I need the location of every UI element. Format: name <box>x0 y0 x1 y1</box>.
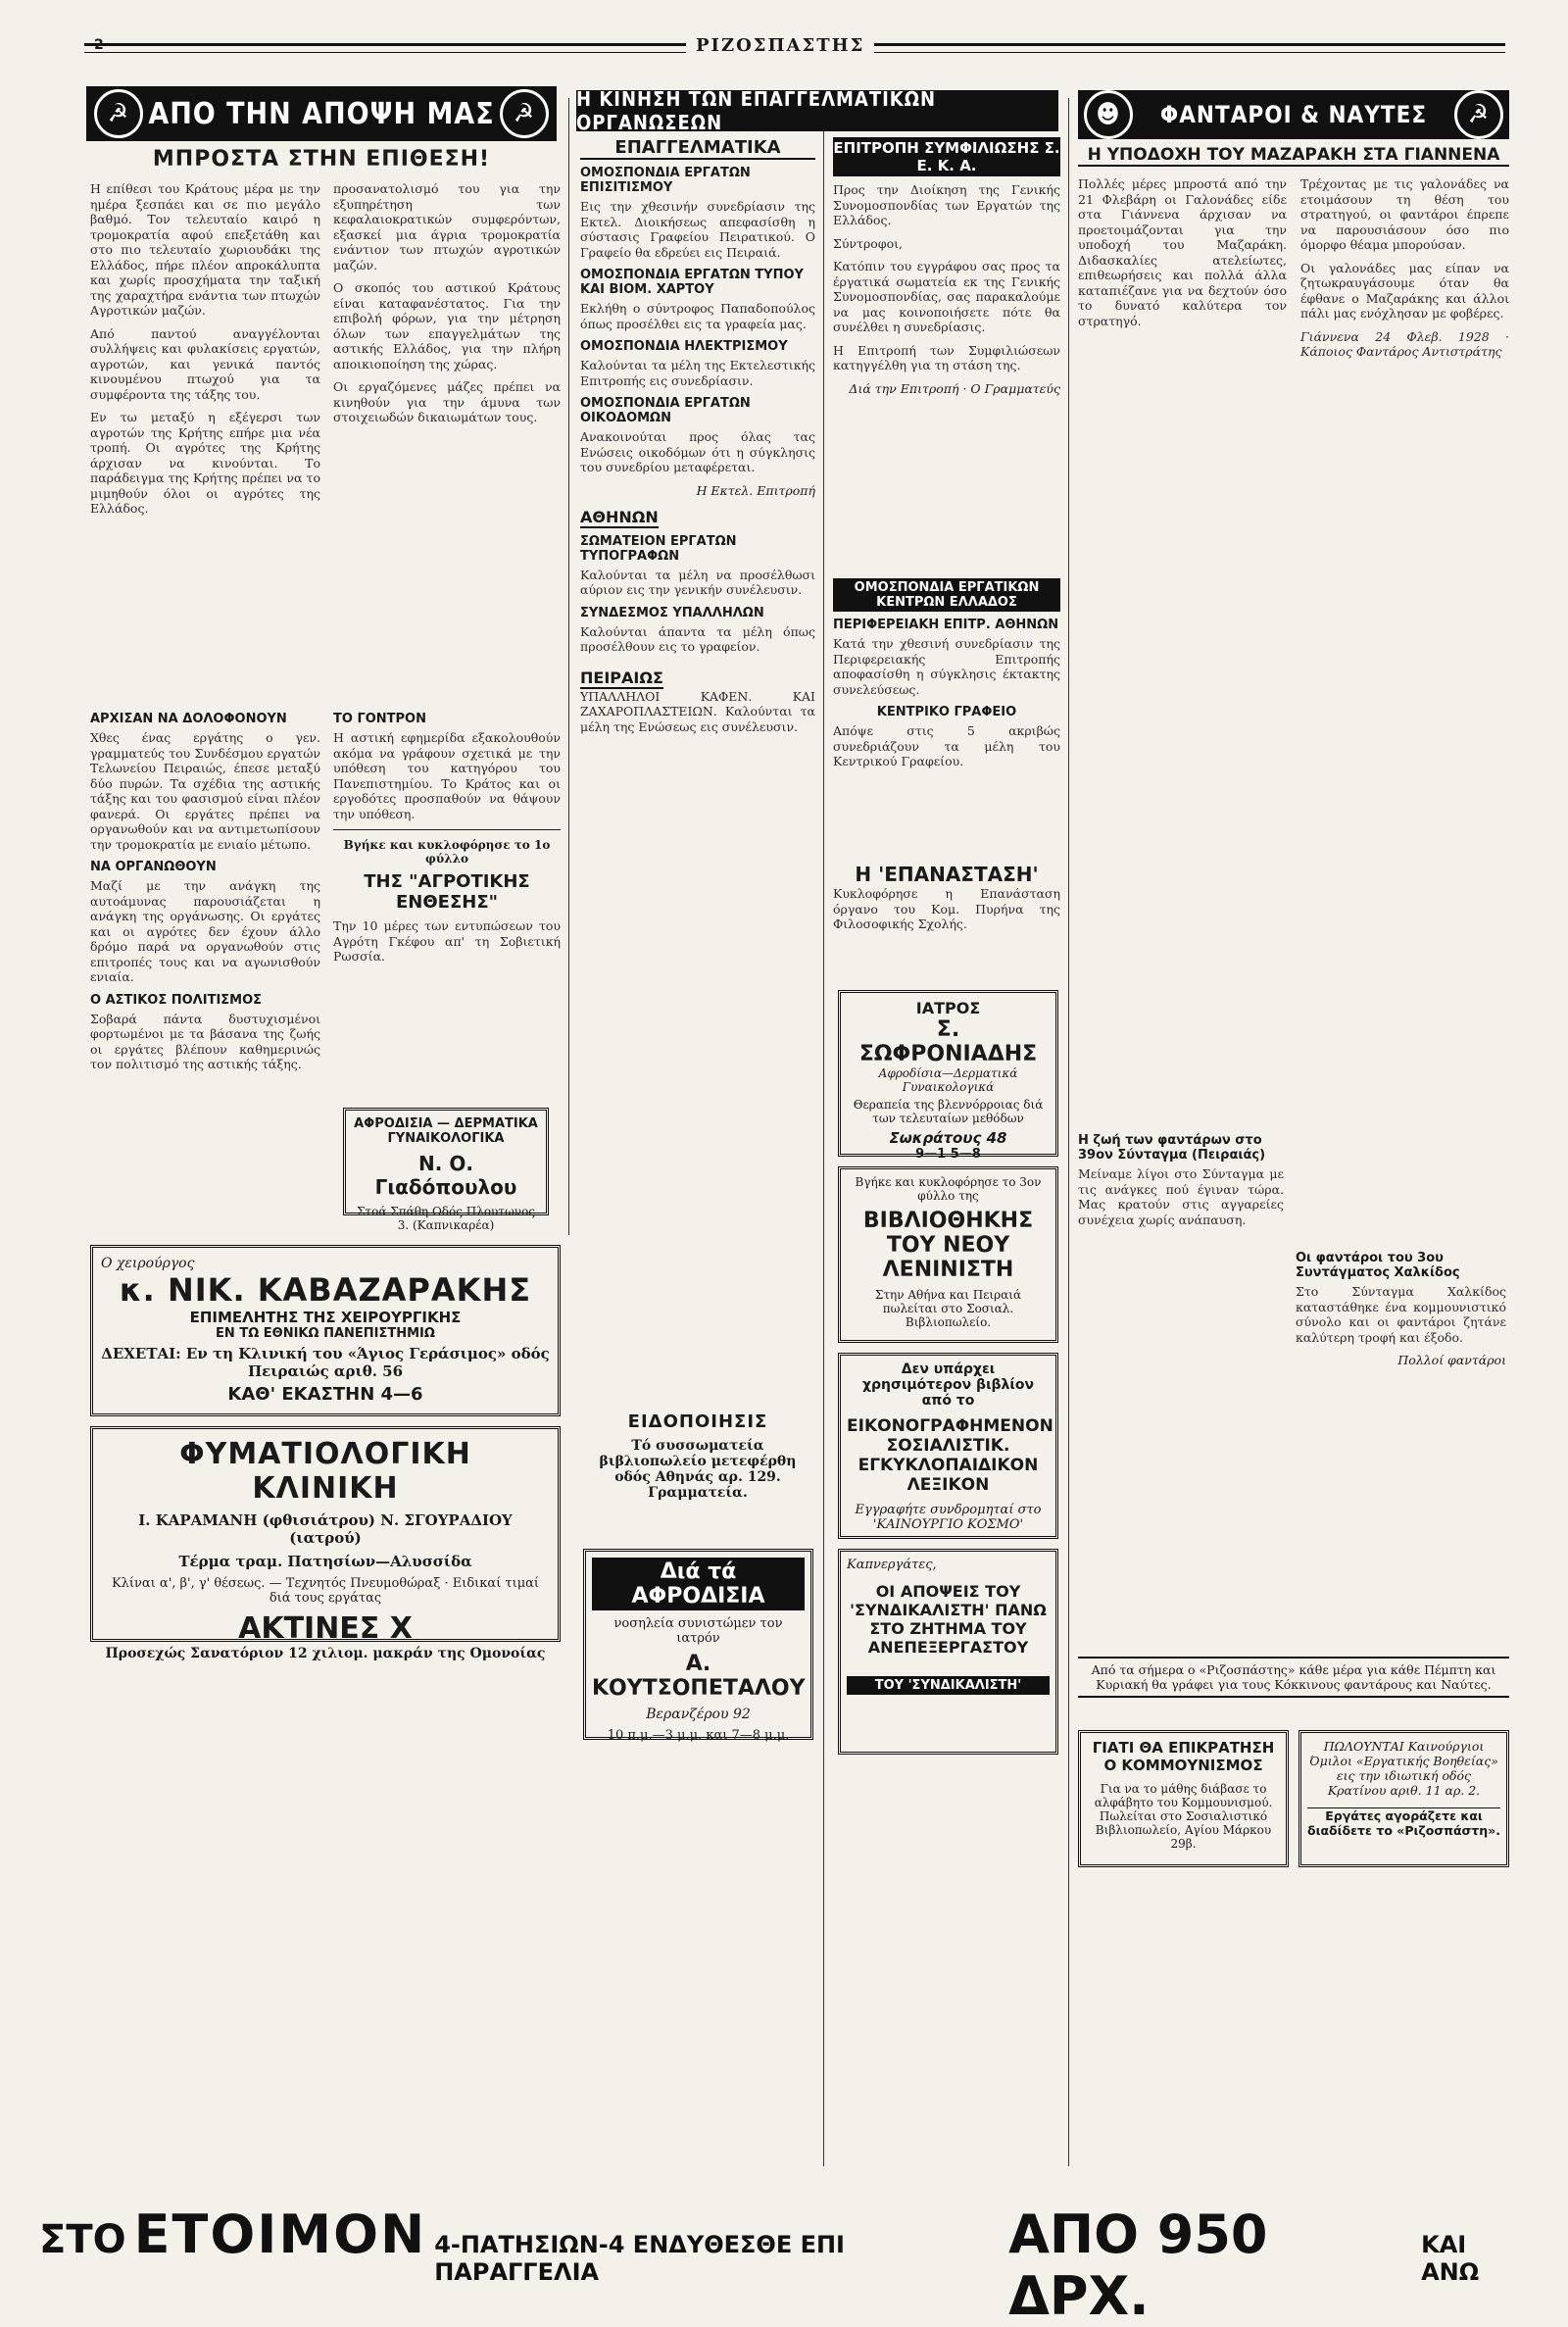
ad-specialty: Αφροδίσια—Δερματικά Γυναικολογικά <box>878 1066 1018 1094</box>
heading-reconciliation: ΕΠΙΤΡΟΠΗ ΣΥΜΦΙΛΙΩΣΗΣ Σ. Ε. Κ. Α. <box>833 139 1060 174</box>
ad-hours: 10 π.μ.—3 μ.μ. και 7—8 μ.μ. <box>607 1728 790 1743</box>
paragraph: Ο σκοπός του αστικού Κράτους είναι καταφανέστατος. Για την επιβολή φόρων, για την μέτρηση όλων των επαγγελμάτων της αστικής Ελλάδος, για την πλήρη αποικιοποίηση της χώρας. <box>333 280 561 371</box>
section-title: ΝΑ ΟΡΓΑΝΩΘΟΥΝ <box>90 860 217 874</box>
column-federation <box>833 578 1060 853</box>
section-text: Μαζί με την ανάγκη της αυτοάμυνας παρουσιάζεται η ανάγκη της οργάνωσης. Οι εργάτες και οι αγρότες δεν έχουν άλλο δρόμο παρά να οργανωθούν στις επιτροπές τους και να αγωνισθούν ενιαία. <box>90 878 320 984</box>
divider <box>333 829 561 830</box>
section-text: Η αστική εφημερίδα εξακολουθούν ακόμα να γράφουν σχετικά με την υπόθεση του κατηγόρου του Πανεπιστημίου. Το Κράτος και οι εργοδότες προσπαθούν να θάψουν την υπόθεση. <box>333 730 561 821</box>
notice-title: ΤΗΣ "ΑΓΡΟΤΙΚΗΣ ΕΝΘΕΣΗΣ" <box>364 871 530 913</box>
paragraph: Προς την Διοίκηση της Γενικής Συνομοσπονδίας των Εργατών της Ελλάδος. <box>833 182 1060 227</box>
ad-text: ΠΩΛΟΥΝΤΑΙ Καινούργιοι Όμιλοι «Εργατικής Βοηθείας» εις την ιδιωτική οδός Κρατίνου αριθ. 11 αρ. 2. <box>1309 1739 1498 1798</box>
section-text: Χθες ένας εργάτης ο γεν. γραμματεύς του Συνδέσμου εργατών Τελωνείου Πειραιώς, έπεσε μεταξύ δύο πυρών. Τα σχέδια της αστικής τάξης και του φασισμού είναι πλέον φανερά. Οι εργάτες πρέπει να οργανωθούν και να αντιμετωπίσουν την τρομοκρατία με ενιαίο μέτωπο. <box>90 730 320 852</box>
signature: Διά την Επιτροπή · Ο Γραμματεύς <box>849 380 1060 396</box>
footer-advertisement <box>39 2203 1529 2327</box>
ad-text: Στην Αθήνα και Πειραιά πωλείται στο Σοσιαλ. Βιβλιοπωλείο. <box>874 1288 1022 1329</box>
ad-aphrodisia-clinic <box>343 1108 549 1232</box>
ad-line: Διά τά ΑΦΡΟΔΙΣΙΑ <box>592 1558 805 1610</box>
ad-syndikalistis <box>838 1549 1058 1755</box>
item-title: ΣΩΜΑΤΕΙΟΝ ΕΡΓΑΤΩΝ ΤΥΠΟΓΡΑΦΩΝ <box>580 533 737 564</box>
section-banner-professional: Η ΚΙΝΗΣΗ ΤΩΝ ΕΠΑΓΓΕΛΜΑΤΙΚΩΝ ΟΡΓΑΝΩΣΕΩΝ <box>576 90 1058 131</box>
ad-role: Ο χειρούργος <box>101 1256 195 1271</box>
paragraph: Στο Σύνταγμα Χαλκίδος καταστάθηκε ένα κομμουνιστικό σύνολο και οι φαντάροι ζητάνε καλύτερη τροφή και έξοδο. <box>1296 1284 1506 1345</box>
notice-text: Τό συσσωματεία βιβλιοπωλείο μετεφέρθη οδός Αθηνάς αρ. 129. Γραμματεία. <box>599 1438 797 1501</box>
paragraph: Κατά την χθεσινή συνεδρίασιν της Περιφερειακής Επιτροπής αποφασίσθη η σύγκλησις έκτακτης συνελεύσεως. <box>833 636 1060 697</box>
item-title: ΟΜΟΣΠΟΝΔΙΑ ΕΡΓΑΤΩΝ ΟΙΚΟΔΟΜΩΝ <box>580 396 751 425</box>
paragraph: Πολλές μέρες μπροστά από την 21 Φλεβάρη οι Γαλονάδες είδε στα Γιάννενα άρχισαν να προετοιμάζονται για την υποδοχή του Μαζαράκη. Διδασκαλίες ατελείωτες, επιθεωρήσεις και πολλά άλλα καταπιέζανε για να δεχτούν όσο το δυνατό καλύτερα τον στρατηγό. <box>1078 176 1287 328</box>
ad-title: ΑΦΡΟΔΙΣΙΑ — ΔΕΡΜΑΤΙΚΑ ΓΥΝΑΙΚΟΛΟΓΙΚΑ <box>354 1116 538 1146</box>
subheading: Η ζωή των φαντάρων στο 39ον Σύνταγμα (Πειραιάς) <box>1078 1133 1266 1163</box>
notice-box <box>580 1411 815 1529</box>
ad-doctor: Α. ΚΟΥΤΣΟΠΕΤΑΛΟΥ <box>592 1652 806 1701</box>
ad-title: ΓΙΑΤΙ ΘΑ ΕΠΙΚΡΑΤΗΣΗ Ο ΚΟΜΜΟΥΝΙΣΜΟΣ <box>1092 1739 1275 1774</box>
hammer-sickle-icon: ☭ <box>500 89 549 138</box>
ad-clinic-footer: Προσεχώς Σανατόριον 12 χιλιομ. μακράν της Ομονοίας <box>105 1646 546 1661</box>
item-text: Καλούνται άπαντα τα μέλη όπως προσέλθουν εις το γραφείον. <box>580 623 815 654</box>
article-mazarakis <box>1078 176 1509 853</box>
column-reconciliation <box>833 137 1060 578</box>
sections-left <box>90 706 320 1323</box>
banner-title: ΦΑΝΤΑΡΟΙ & ΝΑΥΤΕΣ <box>1159 101 1428 128</box>
ad-clinic-title: ΦΥΜΑΤΙΟΛΟΓΙΚΗ ΚΛΙΝΙΚΗ <box>179 1437 471 1506</box>
item-text: Ανακοινούται προς όλας τας Ενώσεις οικοδόμων ότι η σύγκλησις του συνεδρίου μεταφέρεται. <box>580 429 815 474</box>
item-title: ΟΜΟΣΠΟΝΔΙΑ ΕΡΓΑΤΩΝ ΤΥΠΟΥ ΚΑΙ ΒΙΟΜ. ΧΑΡΤΟΥ <box>580 268 804 297</box>
item-title: ΟΜΟΣΠΟΝΔΙΑ ΕΡΓΑΤΩΝ ΕΠΙΣΙΤΙΣΜΟΥ <box>580 166 751 195</box>
ad-line: ΕΠΙΜΕΛΗΤΗΣ ΤΗΣ ΧΕΙΡΟΥΡΓΙΚΗΣ <box>189 1309 462 1326</box>
section-gontron <box>333 706 561 1078</box>
subheading: ΠΕΡΙΦΕΡΕΙΑΚΗ ΕΠΙΤΡ. ΑΘΗΝΩΝ <box>833 618 1059 632</box>
heading-athens: ΑΘΗΝΩΝ <box>580 507 659 526</box>
footer-part: ΕΤΟΙΜΟΝ <box>133 2203 427 2265</box>
ad-communism <box>1078 1730 1289 1867</box>
section-title: Ο ΑΣΤΙΚΟΣ ΠΟΛΙΤΙΣΜΟΣ <box>90 992 263 1008</box>
ad-library <box>838 1166 1058 1343</box>
ad-address: Βερανζέρου 92 <box>646 1707 751 1722</box>
ad-title: ΒΙΒΛΙΟΘΗΚΗΣ ΤΟΥ ΝΕΟΥ ΛΕΝΙΝΙΣΤΗ <box>862 1209 1034 1282</box>
paragraph: Απόψε στις 5 ακριβώς συνεδριάζουν τα μέλη του Κεντρικού Γραφείου. <box>833 723 1060 768</box>
ad-lexicon <box>838 1353 1058 1539</box>
paragraph: Οι εργαζόμενες μάζες πρέπει να κινηθούν για την άμυνα των στοιχειωδών δικαιωμάτων τους. <box>333 379 561 424</box>
signature: Πολλοί φαντάροι <box>1397 1353 1506 1367</box>
paragraph: Κυκλοφόρησε η Επανάσταση όργανο του Κομ. Πυρήνα της Φιλοσοφικής Σχολής. <box>833 886 1060 931</box>
item-text: Εκλήθη ο σύντροφος Παπαδοπούλος όπως προσέλθει εις τα γραφεία μας. <box>580 301 815 331</box>
paragraph: Εν τω μεταξύ η εξέγερσι των αγροτών της Κρήτης επήρε μια νέα τροπή. Οι αγρότες της Κρήτης άρχισαν να κινούνται. Το παράδειγμα της Κρήτης πρέπει να το μιμηθούν όλοι οι αγρότες της Ελλάδος. <box>90 410 320 516</box>
page-number: 2 <box>94 37 104 53</box>
ad-text: Θεραπεία της βλεννόρροιας διά των τελευταίων μεθόδων <box>853 1098 1044 1125</box>
paragraph: Μείναμε λίγοι στο Σύνταγμα με τις ανάγκες πού έγιναν τώρα. Μας κρατούν στις αγγαρείες συνέχεια χωρίς ανάπαυση. <box>1078 1166 1284 1227</box>
section-title: ΑΡΧΙΣΑΝ ΝΑ ΔΟΛΟΦΟΝΟΥΝ <box>90 712 287 726</box>
ad-hours: ΚΑΘ' ΕΚΑΣΤΗΝ 4—6 <box>227 1384 423 1405</box>
ad-doctor-sofroniadis <box>838 990 1058 1162</box>
ad-lead: Καπνεργάτες, <box>847 1558 937 1572</box>
ad-xray: ΑΚΤΙΝΕΣ Χ <box>238 1611 413 1646</box>
ad-address: Σωκράτους 48 <box>889 1129 1007 1147</box>
ad-clinic-line: Κλίναι α', β', γ' θέσεως. — Τεχνητός Πνευμοθώραξ · Ειδικαί τιμαί διά τους εργάτας <box>111 1576 540 1606</box>
paragraph: Οι γαλονάδες μας είπαν να ζητωκραυγάσουμε όταν θα έφθανε ο Μαζαράκης και άλλοι πάλι μας ενόχλησαν με φοβέρες. <box>1300 260 1509 321</box>
ad-line: ΕΝ ΤΩ ΕΘΝΙΚΩ ΠΑΝΕΠΙΣΤΗΜΙΩ <box>216 1326 435 1341</box>
headline-mazarakis: Η ΥΠΟΔΟΧΗ ΤΟΥ ΜΑΖΑΡΑΚΗ ΣΤΑ ΓΙΑΝΝΕΝΑ <box>1078 145 1509 167</box>
article-body-right <box>333 181 561 652</box>
column-professional <box>580 137 815 1215</box>
ad-line: νοσηλεία συνιστώμεν τον ιατρόν <box>613 1616 783 1646</box>
item-text: Εις την χθεσινήν συνεδρίασιν της Εκτελ. Διοικήσεως απεφασίσθη η σύστασις Γραφείου Πειρατικού. Ο Γραφείο θα εδρεύει εις Πειραιά. <box>580 199 815 260</box>
item-title: ΟΜΟΣΠΟΝΔΙΑ ΗΛΕΚΤΡΙΣΜΟΥ <box>580 339 788 354</box>
item-title: ΣΥΝΔΕΣΜΟΣ ΥΠΑΛΛΗΛΩΝ <box>580 605 764 620</box>
paragraph: Η επίθεσι του Κράτους μέρα με την ημέρα ξεσπάει και σε πιο μεγάλο βαθμό. Τον τελευταίο καιρό η τρομοκρατία αφού επεξετάθη και στο πιο τελευταίο χωριουδάκι της Ελλάδος, πήρε πλέον απροκάλυπτα και χωρίς προσχήματα την ταξική της χαραχτήρα ενάντια των πτωχών Αγροτικών μαζών. <box>90 181 320 318</box>
notice-rizospastis: Από τα σήμερα ο «Ριζοσπάστης» κάθε μέρα για κάθε Πέμπτη και Κυριακή θα γράφει για τους Κόκκινους φαντάρους και Ναύτες. <box>1078 1657 1509 1698</box>
heading-federation: ΟΜΟΣΠΟΝΔΙΑ ΕΡΓΑΤΙΚΩΝ ΚΕΝΤΡΩΝ ΕΛΛΑΔΟΣ <box>833 578 1060 612</box>
hammer-sickle-icon: ☭ <box>94 89 143 138</box>
ad-for-sale <box>1298 1730 1509 1867</box>
column-divider <box>823 98 824 2166</box>
ad-aphrodisia-doctor <box>583 1549 813 1743</box>
ad-hours: 9—1 5—8 <box>915 1147 981 1162</box>
ad-title: ΙΑΤΡΟΣ <box>915 999 981 1017</box>
paragraph: Από παντού αναγγέλονται συλλήψεις και φυλακίσεις εργατών, αγροτών, και γενικά παντός κινουμένου πτωχού για τα συμφέροντα της τάξης του. <box>90 325 320 402</box>
ad-title: ΟΙ ΑΠΟΨΕΙΣ ΤΟΥ 'ΣΥΝΔΙΚΑΛΙΣΤΗ' ΠΑΝΩ ΣΤΟ ΖΗΤΗΜΑ ΤΟΥ ΑΝΕΠΕΞΕΡΓΑΣΤΟΥ <box>850 1582 1047 1657</box>
column-divider <box>568 98 569 1235</box>
epanastasi-title: Η 'ΕΠΑΝΑΣΤΑΣΗ' <box>855 863 1039 886</box>
ad-clinic-location: Τέρμα τραμ. Πατησίων—Αλυσσίδα <box>178 1553 472 1570</box>
ad-footer: ΤΟΥ 'ΣΥΝΔΙΚΑΛΙΣΤΗ' <box>847 1676 1050 1695</box>
paragraph: Σύντροφοι, <box>833 235 903 251</box>
ad-clinic-doctors: Ι. ΚΑΡΑΜΑΝΗ (φθισιάτρου) Ν. ΣΓΟΥΡΑΔΙΟΥ (ιατρού) <box>138 1511 513 1547</box>
section-banner-soldiers <box>1078 90 1509 139</box>
ad-doctor: Σ. ΣΩΦΡΟΝΙΑΔΗΣ <box>858 1017 1038 1066</box>
paragraph: Τρέχοντας με τις γαλονάδες να ετοιμάσουν τη θέση του στρατηγού, οι φαντάροι έπρεπε να παρουσιάσουν όσο πιο όμορφο θέαμα μπορούσαν. <box>1300 176 1509 252</box>
notice-lead: Βγήκε και κυκλοφόρησε το 1ο φύλλο <box>343 838 551 866</box>
ad-line: ΔΕΧΕΤΑΙ: Εν τη Κλινική του «Άγιος Γεράσιμος» οδός Πειραιώς αριθ. 56 <box>101 1345 550 1380</box>
ad-line: Εγγραφήτε συνδρομηταί στο 'ΚΑΙΝΟΥΡΓΙΟ ΚΟΣΜΟ' <box>855 1503 1042 1532</box>
ad-line: Δεν υπάρχει χρησιμότερον βιβλίον από το <box>861 1362 1035 1409</box>
ad-footer: Εργάτες αγοράζετε και διαδίδετε το «Ριζοσπάστη». <box>1307 1808 1500 1838</box>
ad-address: Στοά Σπάθη Οδός Πλουτωνος 3. (Καπνικαρέα) <box>356 1205 536 1232</box>
ad-lead: Βγήκε και κυκλοφόρησε το 3ον φύλλο της <box>855 1175 1042 1203</box>
item-text: Καλούνται τα μέλη να προσέλθωσι αύριον εις την γενικήν συνέλευσιν. <box>580 567 815 597</box>
signature: Γιάννενα 24 Φλεβ. 1928 · Κάποιος Φαντάρος Αντιστράτης <box>1300 328 1509 359</box>
paragraph: Η Επιτροπή των Συμφιλιώσεων κατηγγέλθη για τη στάση της. <box>833 342 1060 372</box>
ad-title: ΕΙΚΟΝΟΓΡΑΦΗΜΕΝΟΝ ΣΟΣΙΑΛΙΣΤΙΚ. ΕΓΚΥΚΛΟΠΑΙΔΙΚΟΝ ΛΕΞΙΚΟΝ <box>847 1416 1054 1495</box>
hammer-sickle-icon: ☭ <box>1454 90 1503 139</box>
notice-body: Την 10 μέρες των εντυπώσεων του Αγρότη Γκέφου απ' τη Σοβιετική Ρωσσία. <box>333 918 561 964</box>
epanastasi-notice <box>833 863 1060 980</box>
ad-surgeon <box>90 1245 561 1416</box>
ad-text: Για να το μάθης διάβασε το αλφάβητο του Κομμουνισμού. Πωλείται στο Σοσιαλιστικό Βιβλιοπωλείο, Αγίου Μάρκου 29β. <box>1094 1782 1273 1851</box>
banner-title: ΑΠΟ ΤΗΝ ΑΠΟΨΗ ΜΑΣ <box>148 96 495 131</box>
paragraph: Κατόπιν του εγγράφου σας προς τα έργατικά σωματεία εκ της Γενικής Συνομοσπονδίας, σας παρακαλούμε να μας κοινοποιήσετε πότε θα συνέλθει η συνεδρίασις. <box>833 259 1060 334</box>
piraeus-text: ΥΠΑΛΛΗΛΟΙ ΚΑΦΕΝ. ΚΑΙ ΖΑΧΑΡΟΠΛΑΣΤΕΙΩΝ. Καλούνται τα μέλη της Ενώσεως εις συνέλευσιν. <box>580 688 815 734</box>
section-title: ΤΟ ΓΟΝΤΡΟΝ <box>333 712 426 726</box>
signature: Η Εκτελ. Επιτροπή <box>696 482 815 498</box>
masthead-title: ΡΙΖΟΣΠΑΣΤΗΣ <box>686 35 874 56</box>
heading-professional: ΕΠΑΓΓΕΛΜΑΤΙΚΑ <box>580 137 815 160</box>
ad-surgeon-name: κ. ΝΙΚ. ΚΑΒΑΖΑΡΑΚΗΣ <box>119 1271 532 1309</box>
subheading: ΚΕΝΤΡΙΚΟ ΓΡΑΦΕΙΟ <box>876 705 1017 719</box>
subheading: Οι φαντάροι του 3ου Συντάγματος Χαλκίδος <box>1296 1251 1460 1280</box>
article-39th-regiment <box>1078 1127 1284 1451</box>
paragraph: προσανατολισμό του για την εξυπηρέτηση των κεφαλαιοκρατικών συμφερόντων, εξασκεί μια άγρια τρομοκρατία ενάντιον των πτωχών αγροτικών μαζών. <box>333 181 561 272</box>
column-divider <box>1068 98 1069 2166</box>
item-text: Καλούνται τα μέλη της Εκτελεστικής Επιτροπής εις συνεδρίασιν. <box>580 358 815 388</box>
article-body-left <box>90 181 320 750</box>
section-text: Σοβαρά πάντα δυστυχισμένοι φορτωμένοι με τα βάσανα της ζωής οι εργάτες βλέπουν καθημερινώς τον πολιτισμό της αστικής τάξης. <box>90 1011 320 1071</box>
soldier-portrait-icon: ☻ <box>1084 90 1133 139</box>
notice-title: ΕΙΔΟΠΟΙΗΣΙΣ <box>627 1411 768 1432</box>
heading-piraeus: ΠΕΙΡΑΙΩΣ <box>580 668 663 687</box>
ad-tuberculosis-clinic <box>90 1426 561 1661</box>
footer-part: ΚΑΙ ΑΝΩ <box>1421 2231 1480 2286</box>
footer-part: ΑΠΟ 950 ΔΡΧ. <box>1008 2203 1268 2327</box>
footer-part: ΣΤΟ <box>39 2217 126 2262</box>
section-banner-our-view <box>86 86 557 141</box>
ad-doctor: Ν. Ο. Γιαδόπουλου <box>374 1152 517 1199</box>
headline-attack: ΜΠΡΟΣΤΑ ΣΤΗΝ ΕΠΙΘΕΣΗ! <box>152 147 491 172</box>
footer-part: 4-ΠΑΤΗΣΙΩΝ-4 ΕΝΔΥΘΕΣΘΕ ΕΠΙ ΠΑΡΑΓΓΕΛΙΑ <box>434 2231 845 2286</box>
article-chalkis <box>1296 1245 1506 1637</box>
